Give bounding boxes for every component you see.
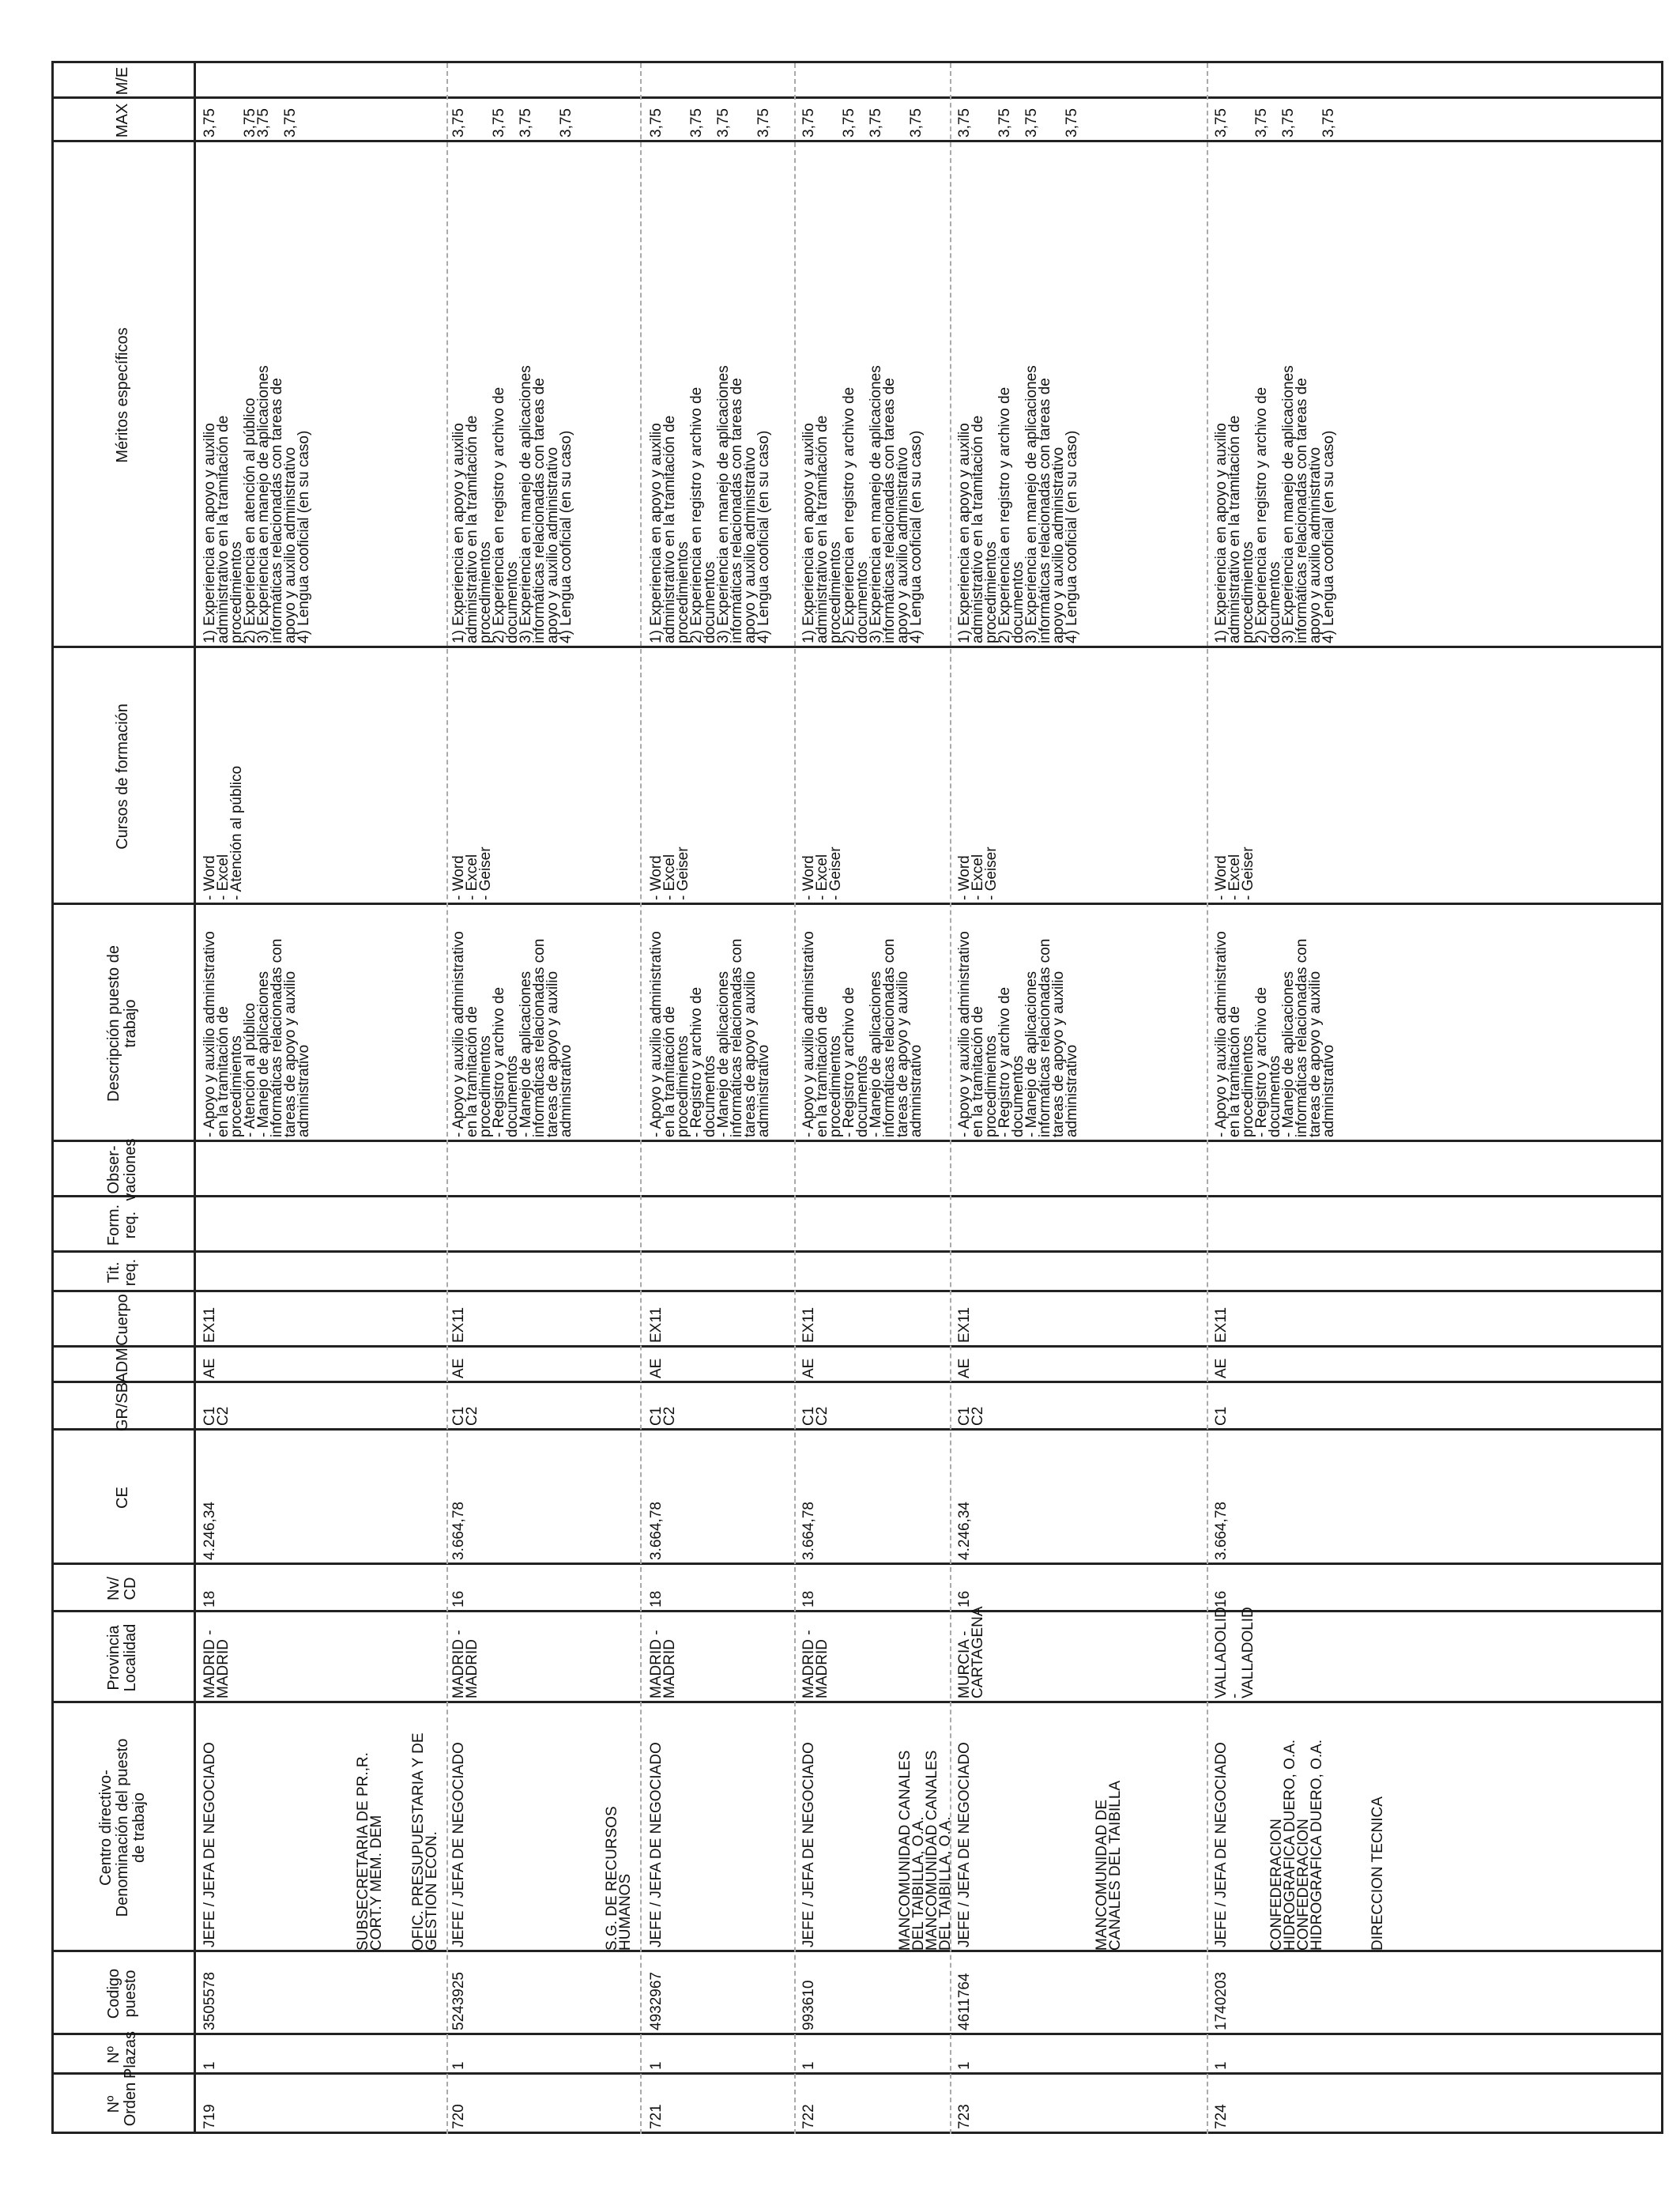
cell-orden: 721 xyxy=(648,2104,665,2129)
row-separator xyxy=(794,63,796,2134)
cell-plazas: 1 xyxy=(800,2061,817,2070)
cell-centro: JEFE / JEFA DE NEGOCIADO xyxy=(800,1742,817,1947)
cell-codigo: 3505578 xyxy=(202,1972,218,2030)
organization-label: OFIC. PRESUPUESTARIA Y DE GESTION ECON. xyxy=(410,1732,440,1951)
column-header: Méritos específicos xyxy=(113,327,131,463)
cell-meritos: 1) Experiencia en apoyo y auxilio administrativo en la tramitación de procedimientos 2) Experiencia en registro y archivo de documentos 3) Experiencia en manejo de aplicaciones informáticas relacionadas con tareas de apoyo y auxilio administrativo 4) Lengua cooficial (en su caso) xyxy=(450,365,574,643)
cell-meritos: 1) Experiencia en apoyo y auxilio administrativo en la tramitación de procedimientos 2) Experiencia en registro y archivo de documentos 3) Experiencia en manejo de aplicaciones informáticas relacionadas con tareas de apoyo y auxilio administrativo 4) Lengua cooficial (en su caso) xyxy=(956,365,1080,643)
column-divider xyxy=(51,2132,1663,2134)
cell-cuerpo: EX11 xyxy=(202,1306,218,1343)
cell-adm: AE xyxy=(1213,1358,1230,1378)
column-header: Codigo puesto xyxy=(105,1968,139,2019)
column-header: Nº Plazas xyxy=(105,2030,139,2079)
cell-ce: 4.246,34 xyxy=(202,1502,218,1560)
column-header: ADM xyxy=(113,1348,131,1383)
cell-ce: 3.664,78 xyxy=(648,1502,665,1560)
column-divider xyxy=(51,1701,1663,1703)
table-border xyxy=(1661,63,1663,2134)
column-header: Provincia Localidad xyxy=(105,1623,139,1692)
column-divider xyxy=(51,1563,1663,1565)
column-divider xyxy=(51,1950,1663,1952)
cell-adm: AE xyxy=(800,1358,817,1378)
cell-cuerpo: EX11 xyxy=(956,1306,973,1343)
cell-descripcion: - Apoyo y auxilio administrativo en la tramitación de procedimientos - Registro y archivo de documentos - Manejo de aplicaciones informáticas relacionadas con tareas de apoyo y auxilio administrativo xyxy=(800,931,925,1137)
cell-max: 3,75 3,75 3,75 3,75 xyxy=(202,108,299,138)
cell-codigo: 5243925 xyxy=(450,1972,467,2030)
column-header: Tit. req. xyxy=(105,1258,139,1287)
cell-cuerpo: EX11 xyxy=(450,1306,467,1343)
column-divider xyxy=(51,2033,1663,2035)
cell-cursos: - Word - Excel - Geiser xyxy=(956,846,1000,900)
cell-centro: JEFE / JEFA DE NEGOCIADO xyxy=(956,1742,973,1947)
cell-grupo: C1 C2 xyxy=(202,1406,232,1426)
column-header: Descripción puesto de trabajo xyxy=(105,945,139,1102)
cell-codigo: 4932967 xyxy=(648,1972,665,2030)
cell-cuerpo: EX11 xyxy=(800,1306,817,1343)
cell-descripcion: - Apoyo y auxilio administrativo en la tramitación de procedimientos - Registro y archivo de documentos - Manejo de aplicaciones informáticas relacionadas con tareas de apoyo y auxilio administrativo xyxy=(956,931,1080,1137)
organization-label: CONFEDERACION HIDROGRAFICA DUERO, O.A. CONFEDERACION HIDROGRAFICA DUERO, O.A. xyxy=(1268,1739,1325,1951)
cell-cursos: - Word - Excel - Geiser xyxy=(1213,846,1256,900)
rotated-table-sheet xyxy=(51,63,1663,2134)
column-divider xyxy=(51,1345,1663,1348)
cell-centro: JEFE / JEFA DE NEGOCIADO xyxy=(450,1742,467,1947)
cell-plazas: 1 xyxy=(1213,2061,1230,2070)
column-divider xyxy=(51,1195,1663,1197)
column-header: Centro directivo- Denominación del puesto de trabajo xyxy=(96,1738,148,1917)
cell-adm: AE xyxy=(648,1358,665,1378)
cell-meritos: 1) Experiencia en apoyo y auxilio administrativo en la tramitación de procedimientos 2) Experiencia en registro y archivo de documentos 3) Experiencia en manejo de aplicaciones informáticas relacionadas con tareas de apoyo y auxilio administrativo 4) Lengua cooficial (en su caso) xyxy=(648,365,772,643)
cell-adm: AE xyxy=(202,1358,218,1378)
cell-grupo: C1 C2 xyxy=(800,1406,831,1426)
cell-centro: JEFE / JEFA DE NEGOCIADO xyxy=(202,1742,218,1947)
column-divider xyxy=(51,1381,1663,1383)
column-header: Cursos de formación xyxy=(113,703,131,850)
column-header: M/E xyxy=(113,66,131,96)
column-header: GR/SB xyxy=(113,1382,131,1432)
cell-cursos: - Word - Excel - Geiser xyxy=(800,846,844,900)
cell-adm: AE xyxy=(956,1358,973,1378)
column-divider xyxy=(51,1250,1663,1253)
organization-label: MANCOMUNIDAD CANALES DEL TAIBILLA, O.A. MANCOMUNIDAD CANALES DEL TAIBILLA, O.A. xyxy=(897,1750,954,1951)
row-separator xyxy=(446,63,448,2134)
cell-nivel: 16 xyxy=(956,1590,973,1608)
cell-provincia: MADRID - MADRID xyxy=(800,1630,831,1698)
cell-plazas: 1 xyxy=(202,2061,218,2070)
organization-label: DIRECCION TECNICA xyxy=(1369,1796,1386,1951)
cell-cursos: - Word - Excel - Geiser xyxy=(450,846,494,900)
column-header: CE xyxy=(113,1487,131,1509)
cell-orden: 724 xyxy=(1213,2104,1230,2129)
table-border xyxy=(194,63,196,2134)
cell-descripcion: - Apoyo y auxilio administrativo en la tramitación de procedimientos - Registro y archivo de documentos - Manejo de aplicaciones informáticas relacionadas con tareas de apoyo y auxilio administrativo xyxy=(648,931,772,1137)
column-header: Form. req. xyxy=(105,1204,139,1246)
cell-ce: 3.664,78 xyxy=(450,1502,467,1560)
column-divider xyxy=(51,1290,1663,1292)
cell-max: 3,75 3,75 3,75 3,75 xyxy=(450,108,574,138)
cell-centro: JEFE / JEFA DE NEGOCIADO xyxy=(648,1742,665,1947)
column-divider xyxy=(51,2072,1663,2075)
organization-label: SUBSECRETARIA DE PR.,R. CORT.Y MEM. DEM xyxy=(355,1752,385,1951)
cell-plazas: 1 xyxy=(956,2061,973,2070)
row-separator xyxy=(640,63,642,2134)
cell-orden: 723 xyxy=(956,2104,973,2129)
cell-ce: 4.246,34 xyxy=(956,1502,973,1560)
cell-grupo: C1 xyxy=(1213,1406,1230,1426)
cell-descripcion: - Apoyo y auxilio administrativo en la tramitación de procedimientos - Registro y archivo de documentos - Manejo de aplicaciones informáticas relacionadas con tareas de apoyo y auxilio administrativo xyxy=(1213,931,1337,1137)
cell-grupo: C1 C2 xyxy=(956,1406,986,1426)
row-separator xyxy=(1207,63,1208,2134)
cell-adm: AE xyxy=(450,1358,467,1378)
cell-provincia: MADRID - MADRID xyxy=(202,1630,232,1698)
cell-grupo: C1 C2 xyxy=(648,1406,678,1426)
cell-descripcion: - Apoyo y auxilio administrativo en la tramitación de procedimientos - Atención al público - Manejo de aplicaciones informáticas relacionadas con tareas de apoyo y auxilio administrativo xyxy=(202,931,312,1137)
cell-orden: 722 xyxy=(800,2104,817,2129)
cell-meritos: 1) Experiencia en apoyo y auxilio administrativo en la tramitación de procedimientos 2) Experiencia en registro y archivo de documentos 3) Experiencia en manejo de aplicaciones informáticas relacionadas con tareas de apoyo y auxilio administrativo 4) Lengua cooficial (en su caso) xyxy=(800,365,925,643)
column-header: Nv/ CD xyxy=(105,1577,139,1600)
cell-grupo: C1 C2 xyxy=(450,1406,480,1426)
cell-provincia: MADRID - MADRID xyxy=(450,1630,480,1698)
column-header: Nº Orden xyxy=(105,2082,139,2127)
cell-codigo: 4611764 xyxy=(956,1973,973,2030)
cell-nivel: 18 xyxy=(202,1590,218,1608)
column-header: Cuerpo xyxy=(113,1294,131,1346)
cell-nivel: 16 xyxy=(450,1590,467,1608)
cell-plazas: 1 xyxy=(450,2061,467,2070)
cell-cuerpo: EX11 xyxy=(1213,1306,1230,1343)
column-header: MAX xyxy=(113,103,131,138)
cell-plazas: 1 xyxy=(648,2061,665,2070)
cell-cuerpo: EX11 xyxy=(648,1306,665,1343)
cell-ce: 3.664,78 xyxy=(800,1502,817,1560)
cell-orden: 719 xyxy=(202,2104,218,2129)
organization-label: S.G. DE RECURSOS HUMANOS xyxy=(604,1806,634,1951)
cell-max: 3,75 3,75 3,75 3,75 xyxy=(800,108,925,138)
cell-nivel: 18 xyxy=(800,1590,817,1608)
column-divider xyxy=(51,1428,1663,1431)
cell-provincia: MADRID - MADRID xyxy=(648,1630,678,1698)
cell-max: 3,75 3,75 3,75 3,75 xyxy=(956,108,1080,138)
cell-codigo: 1740203 xyxy=(1213,1972,1230,2030)
cell-codigo: 993610 xyxy=(800,1980,817,2030)
cell-descripcion: - Apoyo y auxilio administrativo en la tramitación de procedimientos - Registro y archivo de documentos - Manejo de aplicaciones informáticas relacionadas con tareas de apoyo y auxilio administrativo xyxy=(450,931,574,1137)
cell-provincia: MURCIA - CARTAGENA xyxy=(956,1606,986,1698)
cell-meritos: 1) Experiencia en apoyo y auxilio administrativo en la tramitación de procedimientos 2) Experiencia en registro y archivo de documentos 3) Experiencia en manejo de aplicaciones informáticas relacionadas con tareas de apoyo y auxilio administrativo 4) Lengua cooficial (en su caso) xyxy=(1213,365,1337,643)
cell-cursos: - Word - Excel - Geiser xyxy=(648,846,691,900)
column-divider xyxy=(51,1610,1663,1612)
cell-max: 3,75 3,75 3,75 3,75 xyxy=(1213,108,1337,138)
cell-meritos: 1) Experiencia en apoyo y auxilio administrativo en la tramitación de procedimientos 2) Experiencia en atención al público 3) Experiencia en manejo de aplicaciones informáticas relacionadas con tareas de apoyo y auxilio administrativo 4) Lengua cooficial (en su caso) xyxy=(202,365,312,643)
cell-centro: JEFE / JEFA DE NEGOCIADO xyxy=(1213,1742,1230,1947)
column-divider xyxy=(51,61,1663,63)
column-header: Obser- vaciones xyxy=(105,1138,139,1201)
cell-max: 3,75 3,75 3,75 3,75 xyxy=(648,108,772,138)
cell-ce: 3.664,78 xyxy=(1213,1502,1230,1560)
cell-nivel: 16 xyxy=(1213,1590,1230,1608)
organization-label: MANCOMUNIDAD DE CANALES DEL TAIBILLA xyxy=(1094,1780,1124,1951)
cell-orden: 720 xyxy=(450,2104,467,2129)
cell-provincia: VALLADOLID - VALLADOLID xyxy=(1213,1607,1256,1698)
cell-cursos: - Word - Excel - Atención al público xyxy=(202,765,245,900)
cell-nivel: 18 xyxy=(648,1590,665,1608)
